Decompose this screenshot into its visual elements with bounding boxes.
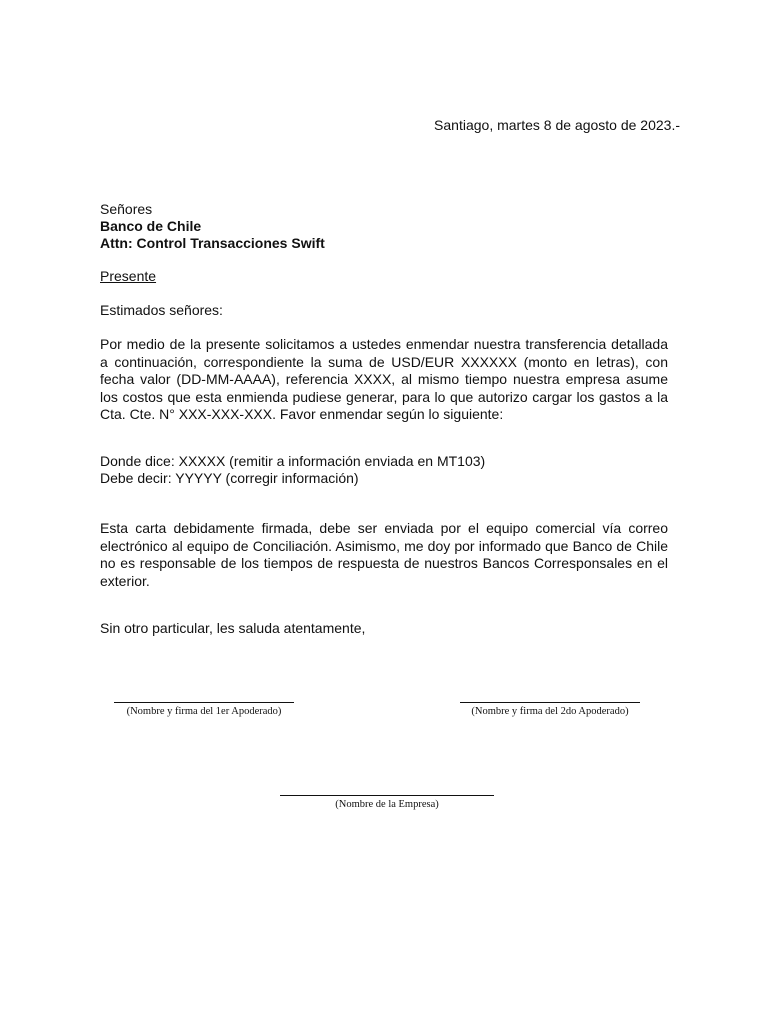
farewell: Sin otro particular, les saluda atentamente, <box>100 620 366 636</box>
recipient-attn-line: Attn: Control Transacciones Swift <box>100 235 325 251</box>
amendment-donde-dice: Donde dice: XXXXX (remitir a información enviada en MT103) <box>100 453 486 469</box>
signature-caption-first-representative: (Nombre y firma del 1er Apoderado) <box>126 706 282 717</box>
recipient-salutation-title: Señores <box>100 201 153 217</box>
signature-line-company <box>280 795 494 796</box>
body-paragraph: Por medio de la presente solicitamos a ustedes enmendar nuestra transferencia detallada a continuación, correspondiente la suma de USD/EUR XXXXXX (monto en letras), con fecha valor (DD-MM-AAAA), referencia XXXX, al mismo tiempo nuestra empresa asume los costos que esta enmienda pudiese generar, para lo que autorizo cargar los gastos a la Cta. Cte. N° XXX-XXX-XXX. Favor enmendar según lo siguiente: <box>100 336 668 422</box>
recipient-bank-name: Banco de Chile <box>100 218 202 234</box>
signature-caption-company: (Nombre de la Empresa) <box>335 799 439 810</box>
signature-caption-second-representative: (Nombre y firma del 2do Apoderado) <box>471 706 629 717</box>
greeting: Estimados señores: <box>100 302 223 318</box>
closing-paragraph: Esta carta debidamente firmada, debe ser enviada por el equipo comercial vía correo electrónico al equipo de Conciliación. Asimismo, me doy por informado que Banco de Chile no es responsable de los tiempos de respuesta de nuestros Bancos Corresponsales en el exterior. <box>100 520 668 589</box>
date-line: Santiago, martes 8 de agosto de 2023.- <box>434 117 680 133</box>
signature-line-second-representative <box>460 702 640 703</box>
presente-label: Presente <box>100 268 157 284</box>
signature-line-first-representative <box>114 702 294 703</box>
amendment-debe-decir: Debe decir: YYYYY (corregir información) <box>100 470 359 486</box>
